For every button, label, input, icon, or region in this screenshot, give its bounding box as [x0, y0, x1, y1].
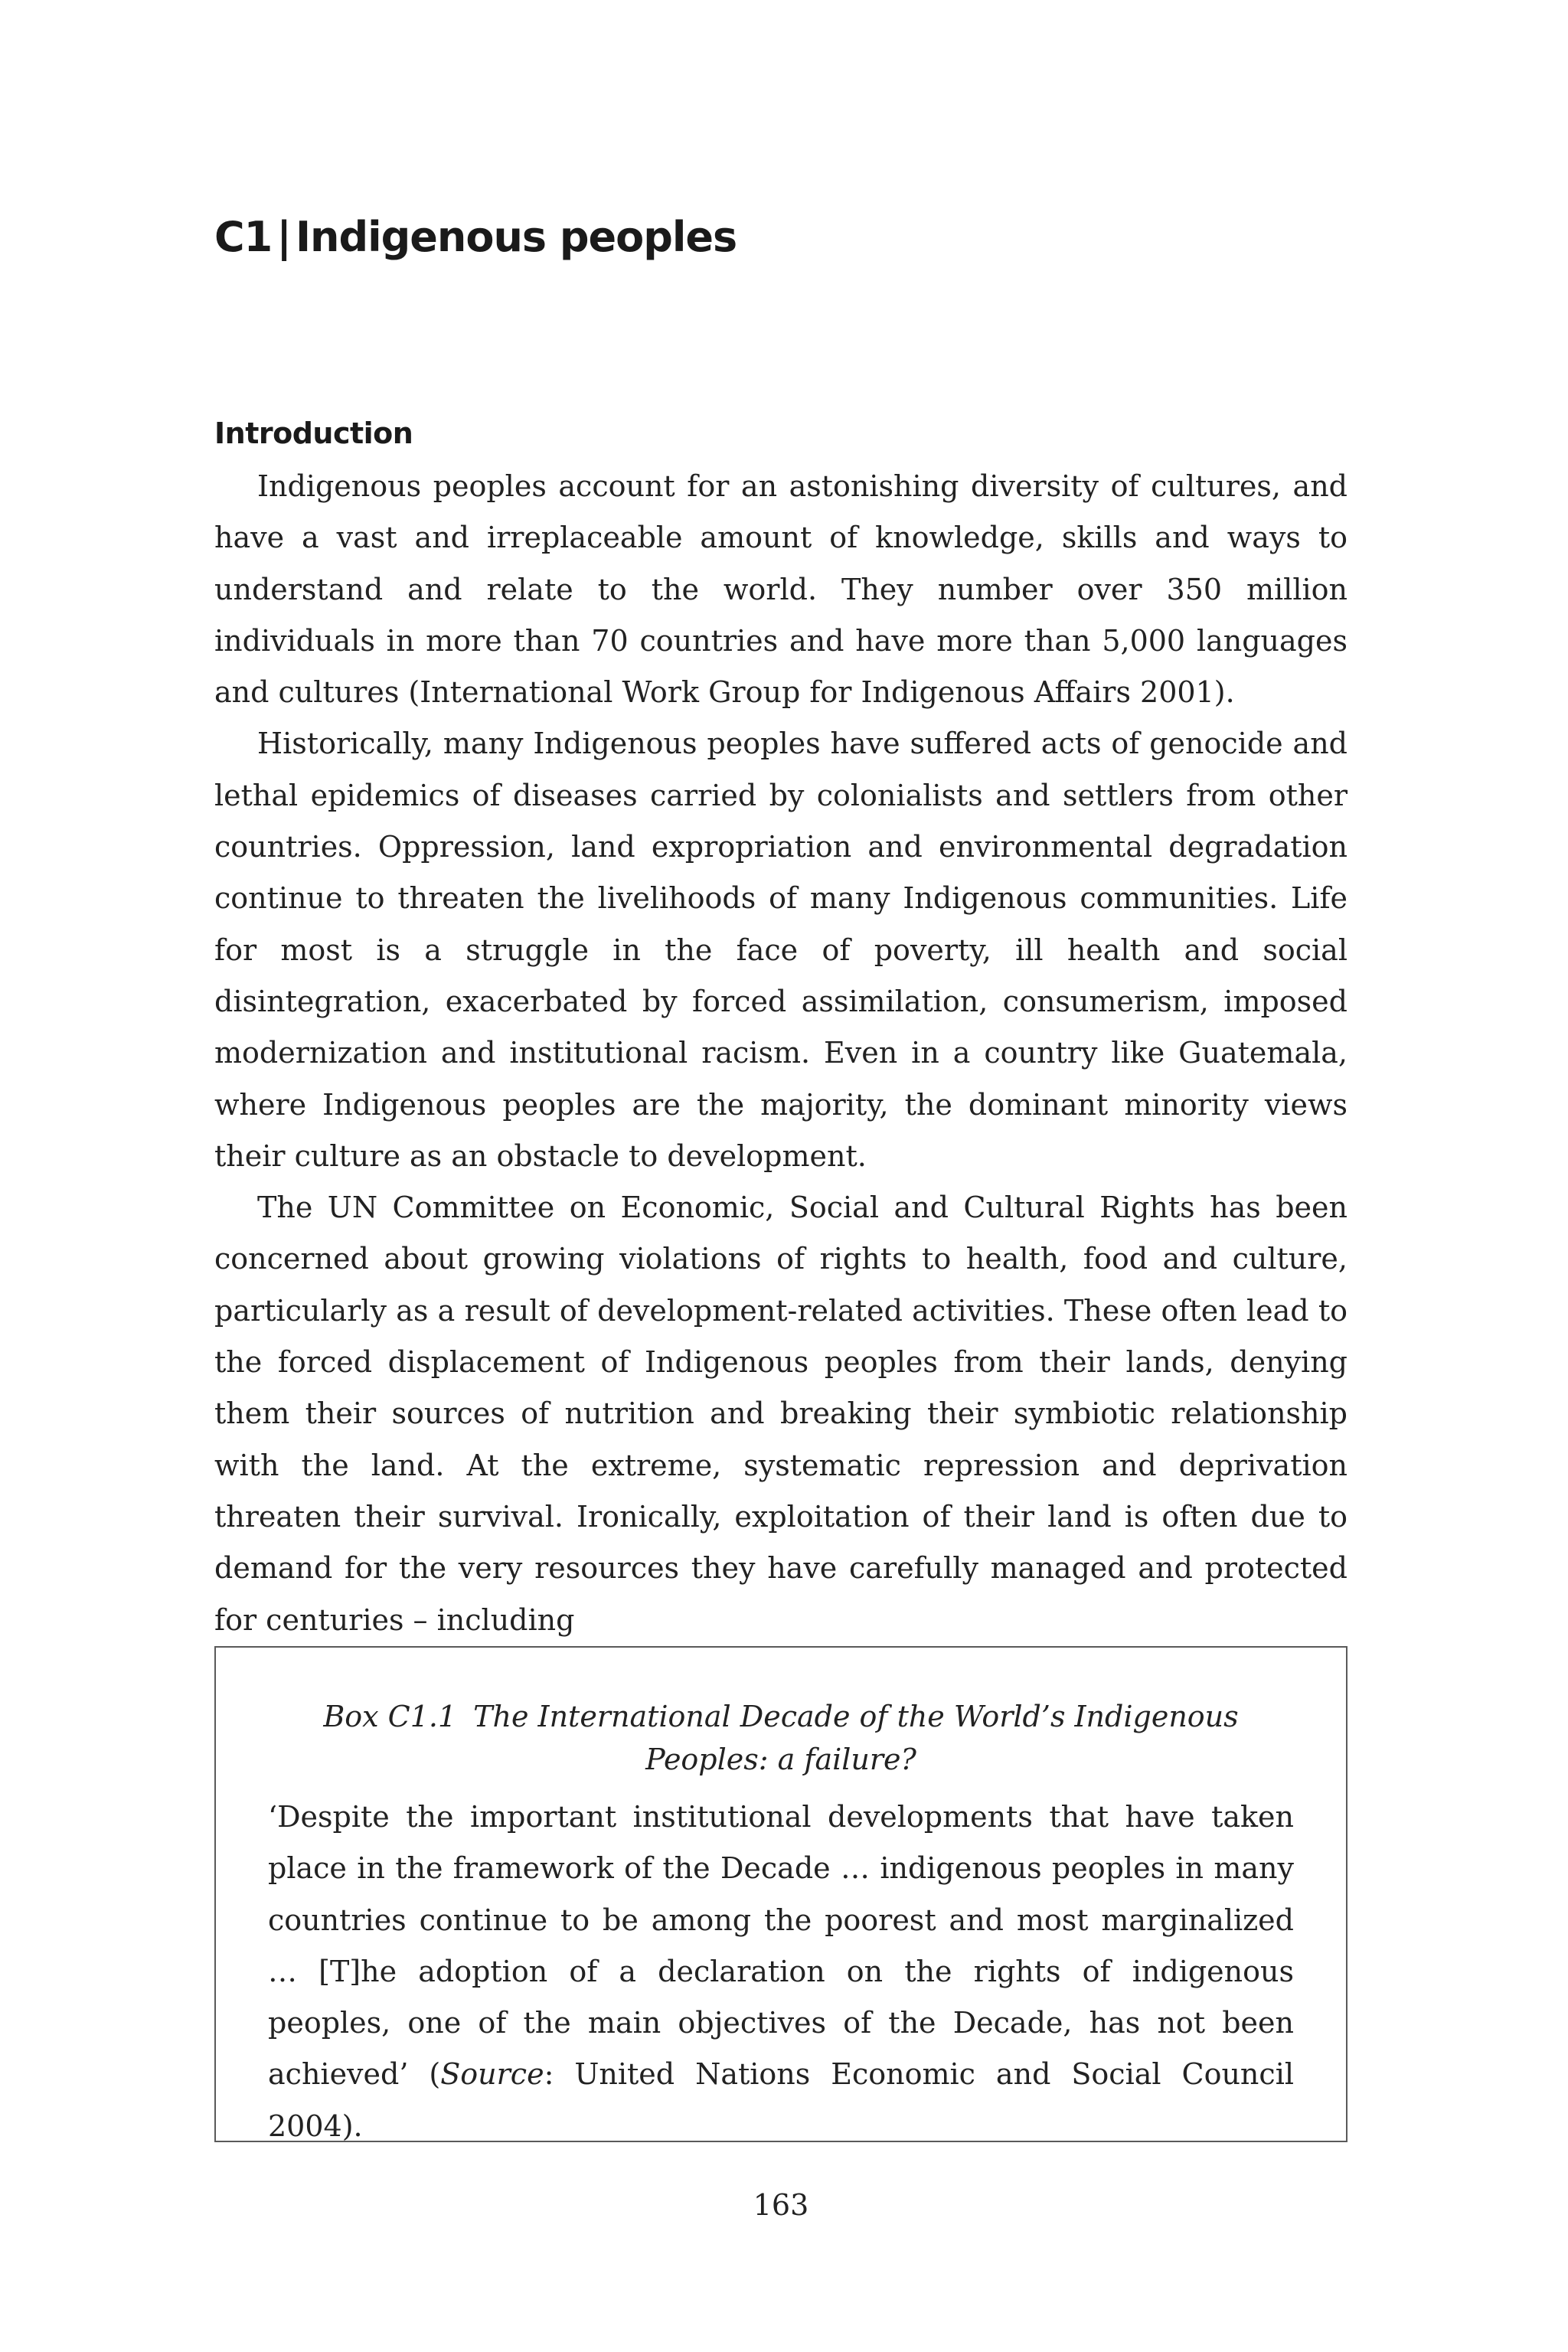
section-heading: Introduction	[214, 416, 413, 450]
box-label: Box C1.1	[323, 1700, 457, 1733]
paragraph-3: The UN Committee on Economic, Social and Cultural Rights has been concerned about growing violations of rights to health, food and culture, particularly as a result of development-related activities. These often lead to the forced displacement of Indigenous peoples from their lands, denying them their sources of nutrition and breaking their symbiotic relationship with the land. At the extreme, systematic repression and deprivation threaten their survival. Ironically, exploitation of their land is often due to demand for the very resources they have carefully managed and protected for centuries – including	[214, 1191, 1348, 1637]
text-box	[214, 1646, 1348, 2142]
box-title	[268, 1695, 1294, 1781]
box-source-label: Source	[440, 2057, 544, 2092]
chapter-title	[214, 213, 737, 261]
paragraph-1: Indigenous peoples account for an astonishing diversity of cultures, and have a vast and irreplaceable amount of knowledge, skills and ways to understand and relate to the world. They number over 350 million individuals in more than 70 countries and have more than 5,000 languages and cultures (International Work Group for Indigenous Affairs 2001).	[214, 469, 1348, 710]
paragraph-2: Historically, many Indigenous peoples have suffered acts of genocide and lethal epidemics of diseases carried by colonialists and settlers from other countries. Oppression, land expropriation and environmental degradation continue to threaten the livelihoods of many Indigenous communities. Life for most is a struggle in the face of poverty, ill health and social disintegration, exacerbated by forced assimilation, consumerism, imposed modernization and institutional racism. Even in a country like Guatemala, where Indigenous peoples are the majority, the dominant minority views their culture as an obstacle to development.	[214, 727, 1348, 1173]
body-text	[214, 461, 1348, 1646]
chapter-title-separator: |	[276, 213, 291, 261]
box-quote	[268, 1792, 1294, 2152]
box-quote-text: ‘Despite the important institutional developments that have taken place in the framework of the Decade … indigenous peoples in many countries continue to be among the poorest and most marginalized … [T]he adoption of a declaration on the rights of indigenous peoples, one of the main objectives of the Decade, has not been achieved’ (	[268, 1800, 1294, 2092]
box-source-text: : United Nations Economic and Social Council 2004).	[268, 2057, 1294, 2143]
box-title-text: The International Decade of the World’s Indigenous Peoples: a failure?	[473, 1700, 1239, 1776]
chapter-title-text: Indigenous peoples	[295, 213, 737, 261]
chapter-number: C1	[214, 213, 273, 261]
page-number: 163	[753, 2188, 809, 2222]
